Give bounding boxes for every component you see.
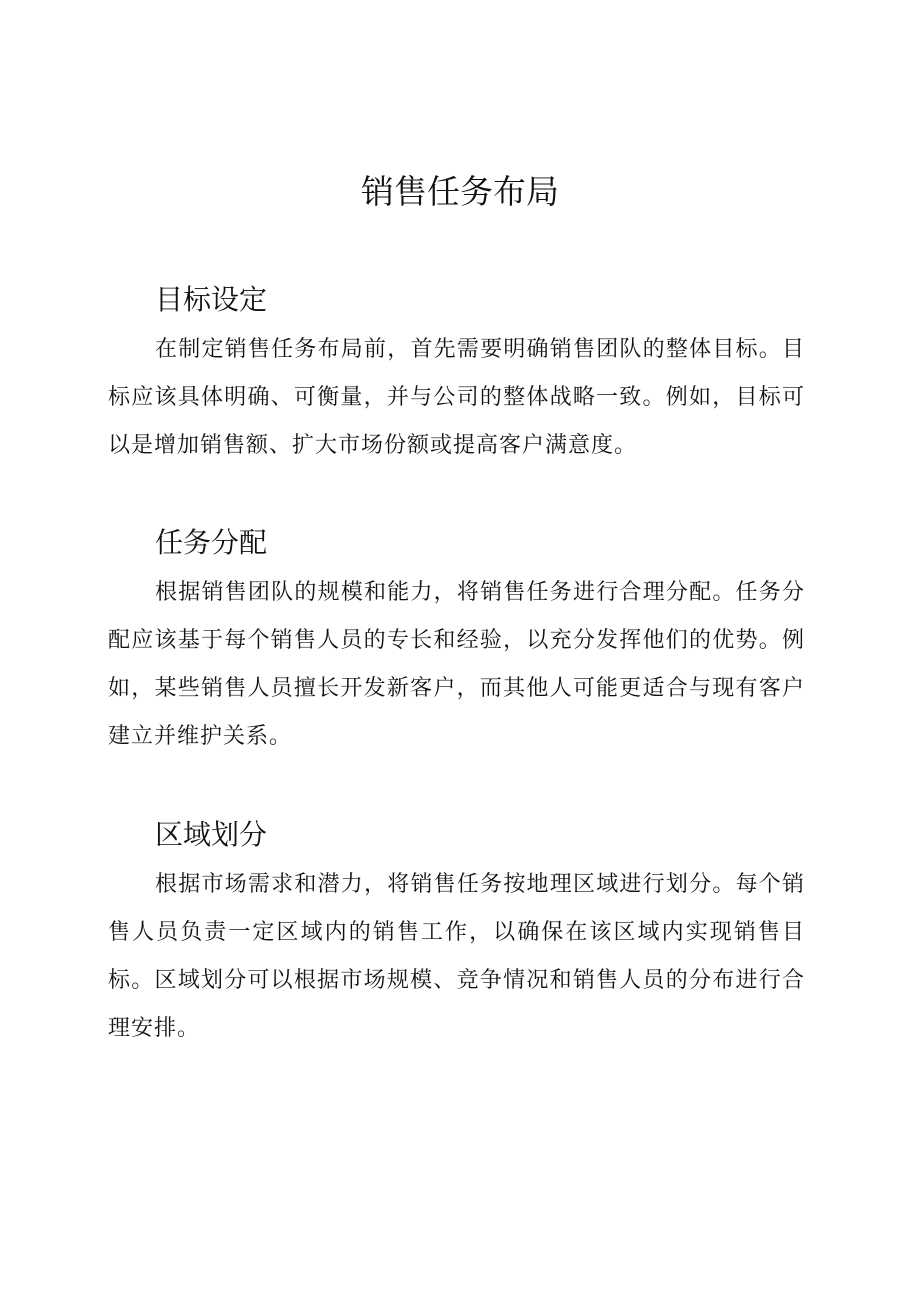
section-region-division [108, 815, 808, 1053]
section-body-goal-setting: 在制定销售任务布局前，首先需要明确销售团队的整体目标。目标应该具体明确、可衡量，并与公司的整体战略一致。例如，目标可以是增加销售额、扩大市场份额或提高客户满意度。 [108, 337, 805, 458]
section-heading-goal-setting: 目标设定 [155, 283, 268, 316]
section-heading-task-assignment: 任务分配 [155, 526, 268, 559]
section-goal-setting [108, 280, 808, 470]
section-body-region-division: 根据市场需求和潜力，将销售任务按地理区域进行划分。每个销售人员负责一定区域内的销售工作，以确保在该区域内实现销售目标。区域划分可以根据市场规模、竞争情况和销售人员的分布进行合理安排。 [108, 872, 805, 1041]
section-task-assignment [108, 523, 808, 761]
section-heading-region-division: 区域划分 [155, 818, 268, 851]
document-title: 销售任务布局 [361, 172, 559, 211]
section-body-task-assignment: 根据销售团队的规模和能力，将销售任务进行合理分配。任务分配应该基于每个销售人员的专长和经验，以充分发挥他们的优势。例如，某些销售人员擅长开发新客户，而其他人可能更适合与现有客户建立并维护关系。 [108, 580, 805, 749]
